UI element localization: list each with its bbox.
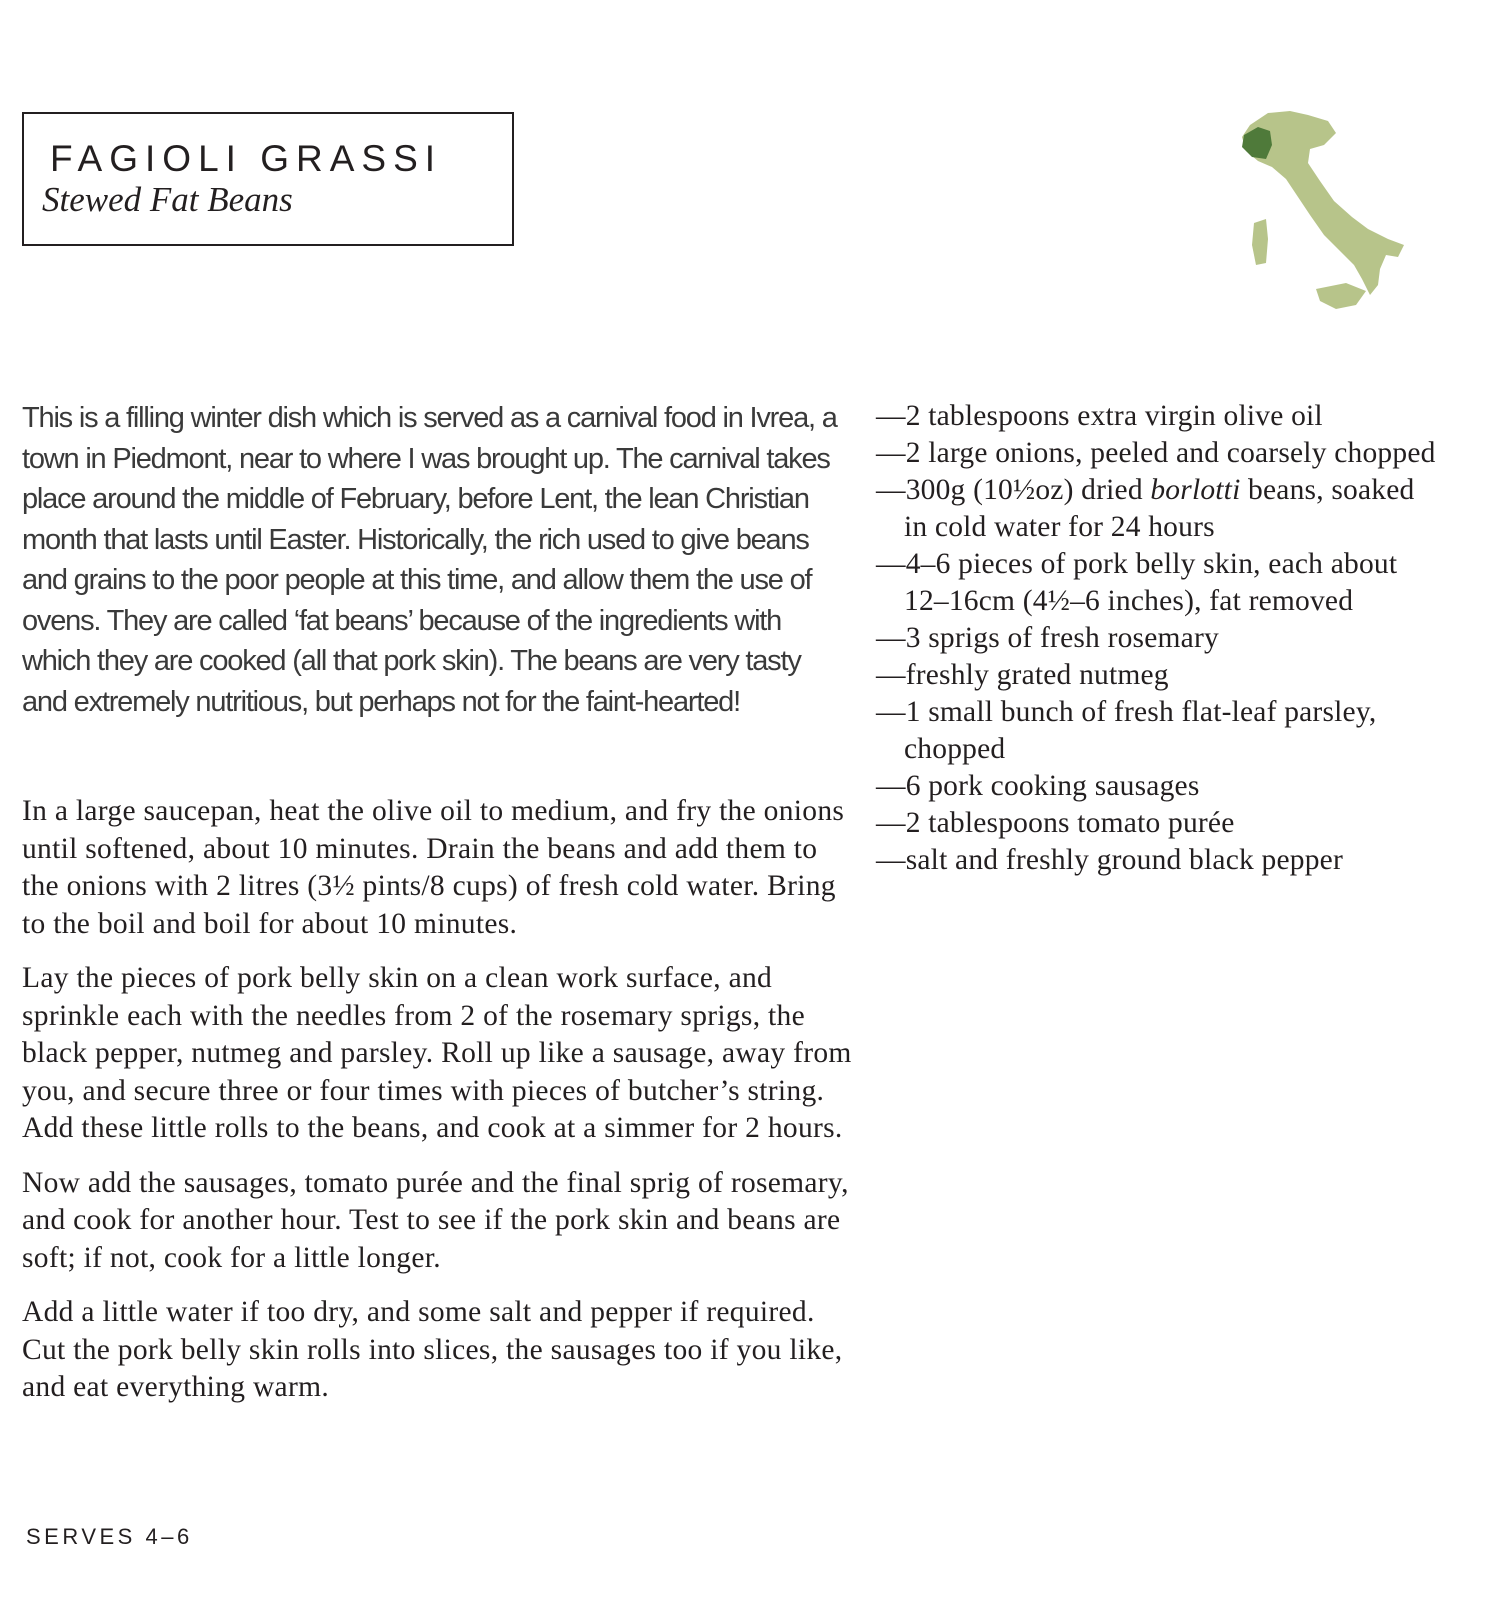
recipe-title: FAGIOLI GRASSI (50, 138, 443, 179)
ingredient-item: —2 tablespoons extra virgin olive oil (876, 400, 1323, 432)
ingredient-item (876, 472, 1436, 546)
method-step: In a large saucepan, heat the olive oil to medium, and fry the onions until softened, about 10 minutes. Drain the beans and add them to the onions with 2 litres (3½ pints/8 cups) of fresh cold water. Bring to the boil and boil for about 10 minutes. (22, 795, 845, 940)
intro-paragraph: This is a filling winter dish which is served as a carnival food in Ivrea, a town in Piedmont, near to where I was brought up. The carnival takes place around the middle of February, before Lent, the lean Christian month that lasts until Easter. Historically, the rich used to give beans and grains to the poor people at this time, and allow them the use of ovens. They are called ‘fat beans’ because of the ingredients with which they are cooked (all that pork skin). The beans are very tasty and extremely nutritious, but perhaps not for the faint-hearted! (22, 402, 837, 718)
method-section (22, 793, 852, 1424)
ingredient-item: —2 tablespoons tomato purée (876, 807, 1235, 839)
ingredient-item: —2 large onions, peeled and coarsely chopped (876, 437, 1436, 469)
method-step: Add a little water if too dry, and some salt and pepper if required. Cut the pork belly skin rolls into slices, the sausages too if you like, and eat everything warm. (22, 1296, 843, 1403)
serves-label: SERVES 4–6 (26, 1524, 193, 1549)
ingredient-text: —300g (10½oz) dried (876, 474, 1151, 506)
method-step: Now add the sausages, tomato purée and the final sprig of rosemary, and cook for another hour. Test to see if the pork skin and beans are soft; if not, cook for a little longer. (22, 1166, 849, 1274)
ingredient-item: —6 pork cooking sausages (876, 770, 1200, 802)
recipe-subtitle: Stewed Fat Beans (42, 180, 293, 219)
method-step: Lay the pieces of pork belly skin on a clean work surface, and sprinkle each with the needles from 2 of the rosemary sprigs, the black pepper, nutmeg and parsley. Roll up like a sausage, away from you, and secure three or four times with pieces of butcher’s string. Add these little rolls to the beans, and cook at a simmer for 2 hours. (22, 962, 852, 1144)
italy-map-icon (1228, 105, 1413, 315)
title-box (22, 112, 514, 246)
ingredient-text: beans, soaked in cold water for 24 hours (904, 474, 1415, 543)
ingredient-item: —1 small bunch of fresh flat-leaf parsley, chopped (876, 696, 1377, 765)
ingredient-item: —3 sprigs of fresh rosemary (876, 622, 1219, 654)
ingredient-italic: borlotti (1150, 474, 1241, 506)
ingredients-list (876, 398, 1436, 879)
ingredient-item: —salt and freshly ground black pepper (876, 844, 1343, 876)
ingredient-item: —freshly grated nutmeg (876, 659, 1169, 691)
ingredient-item: —4–6 pieces of pork belly skin, each about 12–16cm (4½–6 inches), fat removed (876, 548, 1398, 617)
